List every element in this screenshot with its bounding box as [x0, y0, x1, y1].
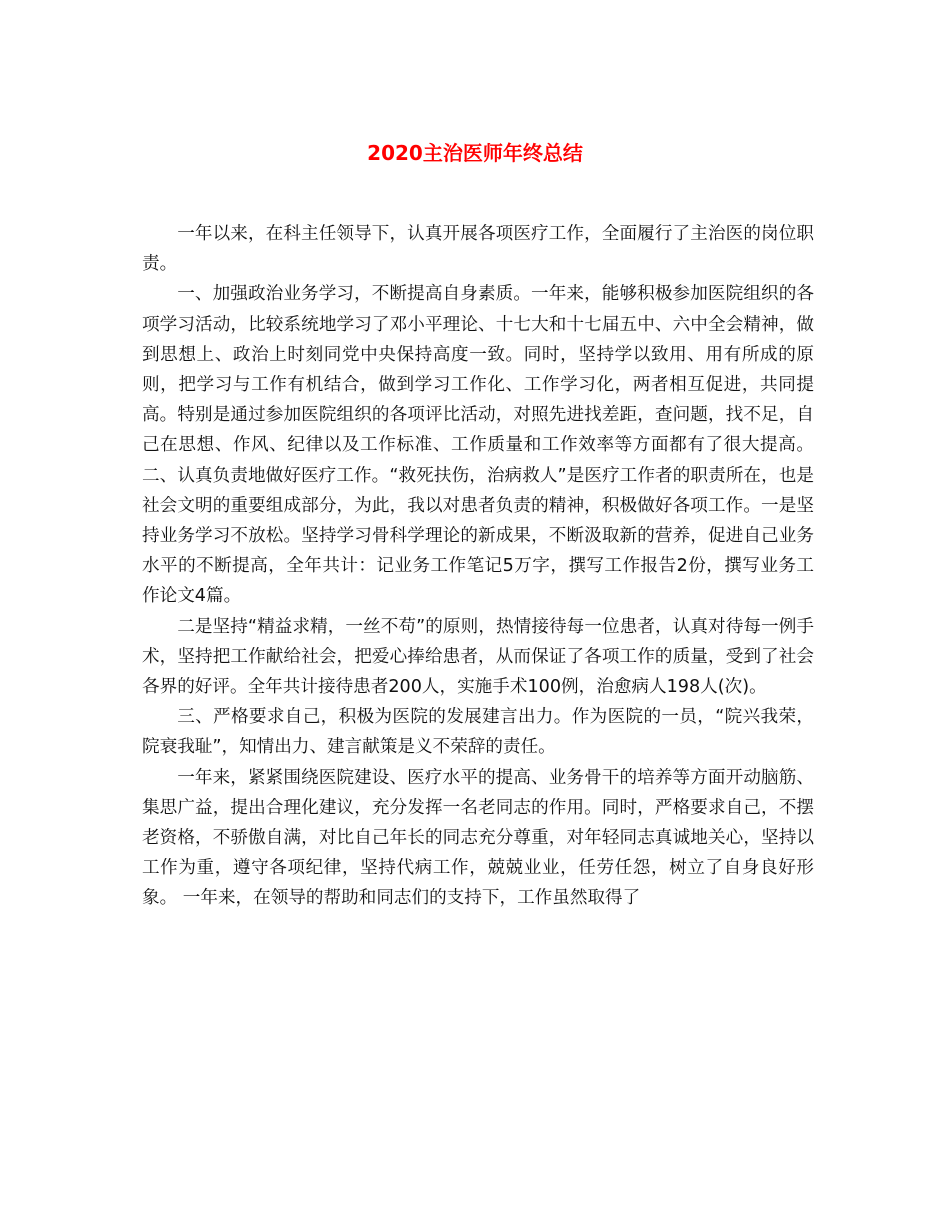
document-title: 2020主治医师年终总结: [367, 141, 583, 165]
document-body: [142, 219, 814, 914]
paragraph-1: 一年以来，在科主任领导下，认真开展各项医疗工作，全面履行了主治医的岗位职责。: [142, 224, 814, 275]
paragraph-5: 一年来，紧紧围绕医院建设、医疗水平的提高、业务骨干的培养等方面开动脑筋、集思广益，提出合理化建议，充分发挥一名老同志的作用。同时，严格要求自己，不摆老资格，不骄傲自满，对比自己年长的同志充分尊重，对年轻同志真诚地关心，坚持以工作为重，遵守各项纪律，坚持代病工作，兢兢业业，任劳任怨，树立了自身良好形象。 一年来，在领导的帮助和同志们的支持下，工作虽然取得了: [142, 767, 814, 909]
paragraph-2: 一、加强政治业务学习，不断提高自身素质。一年来，能够积极参加医院组织的各项学习活动，比较系统地学习了邓小平理论、十七大和十七届五中、六中全会精神，做到思想上、政治上时刻同党中央保持高度一致。同时，坚持学以致用、用有所成的原则，把学习与工作有机结合，做到学习工作化、工作学习化，两者相互促进，共同提高。特别是通过参加医院组织的各项评比活动，对照先进找差距，查问题，找不足，自己在思想、作风、纪律以及工作标准、工作质量和工作效率等方面都有了很大提高。 二、认真负责地做好医疗工作。“救死扶伤，治病救人”是医疗工作者的职责所在，也是社会文明的重要组成部分，为此，我以对患者负责的精神，积极做好各项工作。一是坚持业务学习不放松。坚持学习骨科学理论的新成果，不断汲取新的营养，促进自己业务水平的不断提高，全年共计：记业务工作笔记5万字，撰写工作报告2份，撰写业务工作论文4篇。: [142, 284, 814, 607]
paragraph-4: 三、严格要求自己，积极为医院的发展建言出力。作为医院的一员，“院兴我荣，院衰我耻”，知情出力、建言献策是义不荣辞的责任。: [142, 707, 814, 758]
paragraph-3: 二是坚持“精益求精，一丝不苟”的原则，热情接待每一位患者，认真对待每一例手术，坚持把工作献给社会，把爱心捧给患者，从而保证了各项工作的质量，受到了社会各界的好评。全年共计接待患者200人，实施手术100例，治愈病人198人(次)。: [142, 616, 814, 698]
